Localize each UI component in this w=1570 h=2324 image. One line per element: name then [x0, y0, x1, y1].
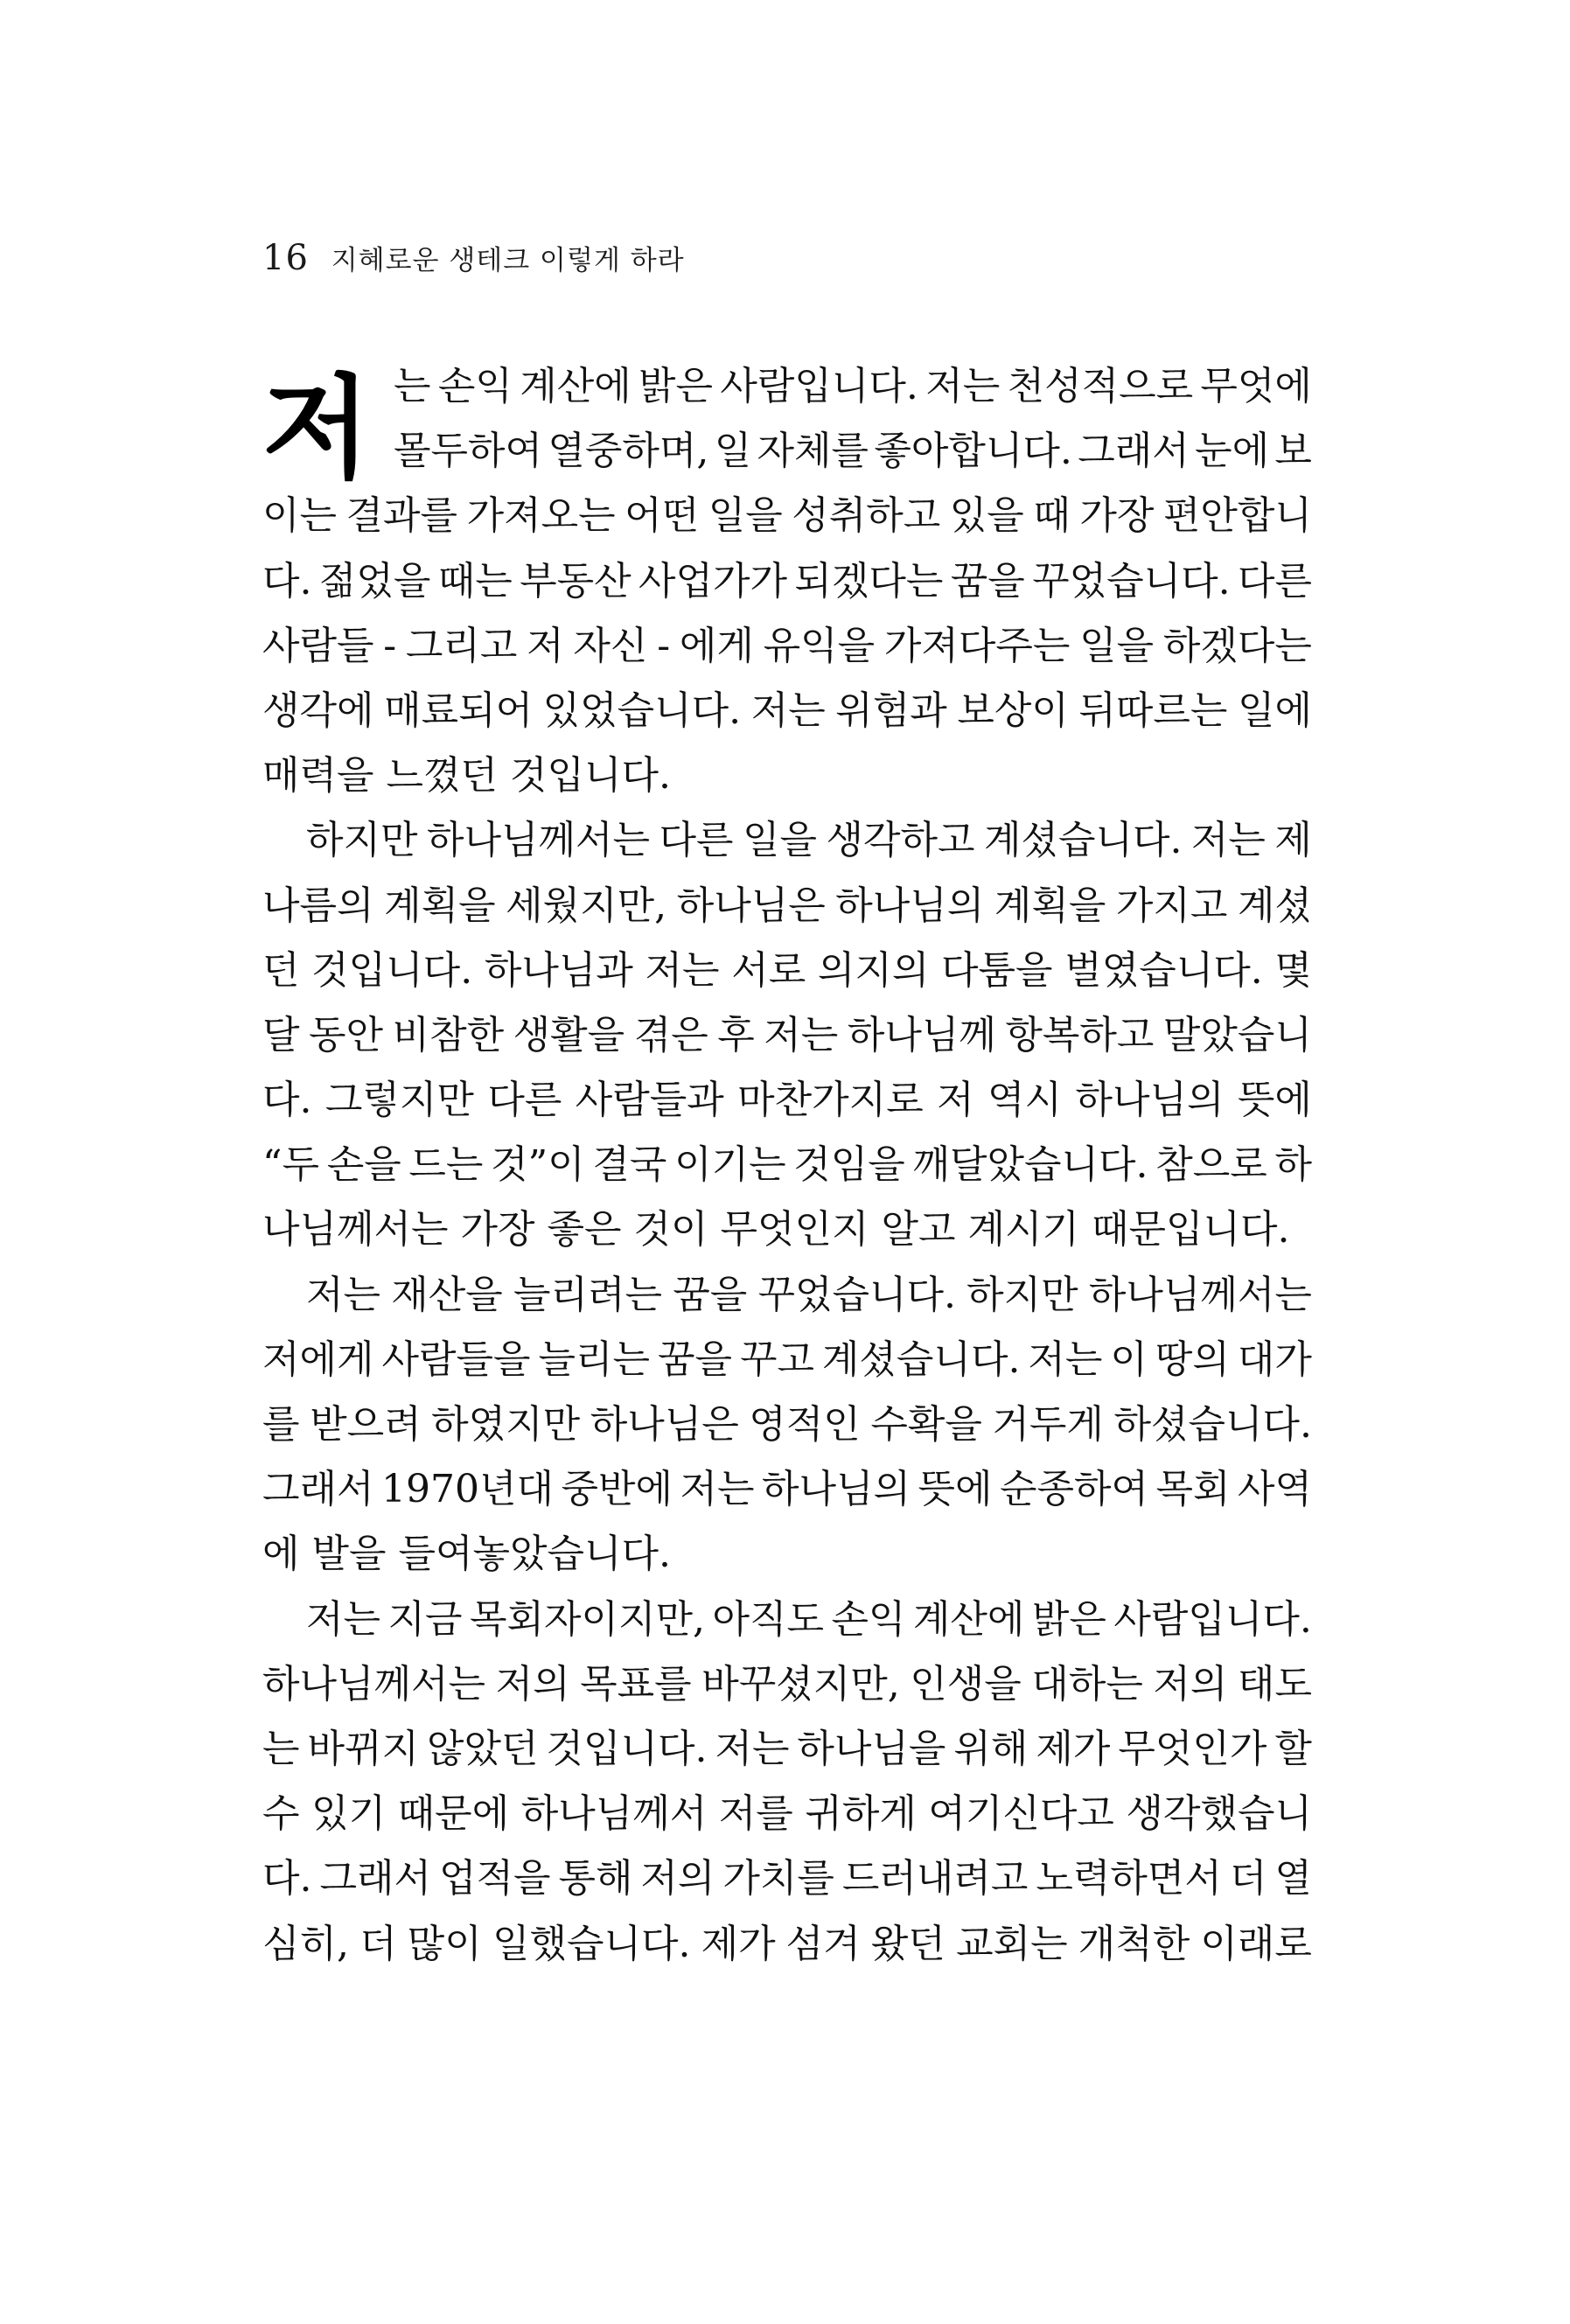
- word: 교회는: [956, 1921, 1068, 1966]
- word: 저에게: [262, 1336, 374, 1382]
- word: 몰두하여: [394, 429, 543, 474]
- word: 개척한: [1078, 1921, 1190, 1966]
- word: -: [657, 623, 671, 668]
- text-line: [262, 1782, 1312, 1846]
- word: 늘리는: [538, 1336, 650, 1382]
- word: 저는: [1190, 818, 1266, 863]
- word: 하나님과: [484, 947, 633, 993]
- word: 수: [262, 1791, 300, 1837]
- word: 동안: [309, 1012, 384, 1057]
- word: 무엇인가: [1118, 1726, 1267, 1771]
- word: 달: [262, 1012, 300, 1057]
- word: 결국: [592, 1142, 667, 1188]
- word: 이는: [262, 493, 338, 539]
- word: 통해: [558, 1856, 633, 1902]
- word: 1970년대: [381, 1467, 554, 1512]
- word: 목회자이지만,: [469, 1596, 705, 1642]
- word: 저는: [750, 687, 826, 733]
- word: 사역: [1237, 1467, 1312, 1512]
- word: 수확을: [870, 1402, 982, 1447]
- word: 거두게: [992, 1402, 1104, 1447]
- body-text: [262, 354, 1312, 1977]
- word: 서로: [731, 947, 806, 993]
- word: 일했습니다.: [492, 1921, 691, 1966]
- word: 다른: [1237, 558, 1312, 604]
- word: 하지만: [966, 1272, 1078, 1317]
- word: 보상이: [957, 687, 1069, 733]
- word: 꾸었습니다.: [757, 1272, 956, 1317]
- text-line: [262, 1392, 1312, 1457]
- word: 드는: [408, 1142, 484, 1188]
- word: 섬겨: [785, 1921, 861, 1966]
- word: 의지의: [817, 947, 930, 993]
- word: 그리고: [405, 623, 518, 668]
- word: 천성적으로: [1007, 364, 1194, 408]
- word: 이기는: [674, 1142, 786, 1188]
- word: 깨달았습니다.: [912, 1142, 1148, 1188]
- word: 것”이: [491, 1142, 585, 1188]
- word: 하나님께: [847, 1012, 996, 1057]
- word: 하였지만: [431, 1402, 581, 1447]
- word: 말았습니: [1162, 1012, 1312, 1057]
- drop-cap: 저: [262, 364, 371, 494]
- word: 사람들과: [575, 1078, 724, 1123]
- word: 계산에: [520, 364, 631, 408]
- word: 꿈을: [673, 1272, 748, 1317]
- word: 아직도: [712, 1596, 824, 1642]
- word: 일: [714, 429, 752, 474]
- word: 보: [1274, 429, 1312, 474]
- word: 하나님의: [1075, 1078, 1225, 1123]
- text-line: 나님께서는 가장 좋은 것이 무엇인지 알고 계시기 때문입니다.: [262, 1207, 1290, 1253]
- word: 저는: [764, 1012, 839, 1057]
- word: 뒤따르는: [1078, 687, 1228, 733]
- word: 것입니다.: [311, 947, 473, 993]
- word: 여기신다고: [928, 1791, 1114, 1837]
- word: 할: [1274, 1726, 1312, 1771]
- text-line: [262, 1652, 1312, 1717]
- word: 사람들: [262, 623, 374, 668]
- word: 저는: [1028, 1336, 1103, 1382]
- word: 가치를: [722, 1856, 834, 1902]
- word: 저의: [495, 1661, 570, 1706]
- book-title: 지혜로운 생테크 이렇게 하라: [331, 245, 685, 276]
- word: 부동산: [520, 558, 631, 604]
- text-line: [262, 419, 1312, 484]
- word: 꾸고: [739, 1336, 814, 1382]
- word: 다.: [262, 558, 312, 604]
- text-line: [262, 1457, 1312, 1522]
- word: 순종하여: [999, 1467, 1148, 1512]
- text-line: [262, 939, 1312, 1003]
- word: 후: [717, 1012, 755, 1057]
- word: 꿈을: [657, 1336, 732, 1382]
- word: 많이: [407, 1921, 482, 1966]
- word: 무엇에: [1200, 364, 1312, 408]
- word: 하나님께서는: [262, 1661, 486, 1706]
- word: 그래서: [319, 1856, 431, 1902]
- word: 더: [1229, 1856, 1267, 1902]
- text-line: 매력을 느꼈던 것입니다.: [262, 753, 671, 799]
- word: 하나님의: [761, 1467, 911, 1512]
- word: 심히,: [262, 1921, 349, 1966]
- text-line: [262, 1328, 1312, 1392]
- word: 밝은: [1031, 1596, 1106, 1642]
- word: 대가: [1237, 1336, 1312, 1382]
- word: 계셨습니다.: [983, 818, 1183, 863]
- word: 던: [262, 947, 300, 993]
- word: 목표를: [580, 1661, 692, 1706]
- word: 생각하고: [826, 818, 975, 863]
- word: 세웠지만,: [506, 883, 667, 928]
- word: 바꾸셨지만,: [701, 1661, 900, 1706]
- text-line: [262, 1717, 1312, 1782]
- text-line: [262, 808, 1312, 873]
- word: 저를: [718, 1791, 793, 1837]
- word: 왔던: [870, 1921, 945, 1966]
- word: 업적을: [438, 1856, 551, 1902]
- word: 이: [1110, 1336, 1148, 1382]
- word: 하나님은: [676, 883, 826, 928]
- text-line: [262, 1846, 1312, 1911]
- word: 사람입니다.: [720, 364, 918, 408]
- text-line: [262, 1263, 1312, 1328]
- word: 목회: [1155, 1467, 1231, 1512]
- word: 는: [262, 1726, 300, 1771]
- word: 결과를: [345, 493, 458, 539]
- word: 인생을: [910, 1661, 1022, 1706]
- word: 열중하며,: [548, 429, 709, 474]
- text-line: [262, 679, 1312, 743]
- word: 귀하게: [805, 1791, 917, 1837]
- word: 매료되어: [384, 687, 534, 733]
- word: 계획을: [994, 883, 1106, 928]
- word: 어떤: [625, 493, 700, 539]
- word: 다툼을: [941, 947, 1053, 993]
- text-line: [262, 549, 1312, 614]
- word: 사람들을: [381, 1336, 531, 1382]
- word: 저는: [680, 1467, 755, 1512]
- word: 다.: [262, 1856, 312, 1902]
- word: 그래서: [1078, 429, 1190, 474]
- text-line: [262, 354, 1312, 419]
- word: 생각에: [262, 687, 374, 733]
- word: 다.: [262, 1078, 312, 1123]
- word: 저는: [306, 1596, 381, 1642]
- word: 있었습니다.: [542, 687, 742, 733]
- word: 그래서: [262, 1467, 374, 1512]
- word: 하겠다는: [1162, 623, 1312, 668]
- text-line: [262, 874, 1312, 939]
- word: 더: [359, 1921, 397, 1966]
- text-line: [262, 484, 1312, 548]
- word: 일을: [708, 493, 783, 539]
- text-line: [262, 1588, 1312, 1652]
- word: 태도: [1237, 1661, 1312, 1706]
- word: 가져오는: [466, 493, 616, 539]
- word: -: [383, 623, 397, 668]
- word: 계획을: [384, 883, 496, 928]
- page-number: 16: [262, 238, 309, 278]
- word: 계셨습니다.: [821, 1336, 1021, 1382]
- word: 눈에: [1195, 429, 1270, 474]
- word: 저는: [645, 947, 720, 993]
- word: 하: [1274, 1142, 1312, 1188]
- word: 좋아합니다.: [874, 429, 1072, 474]
- word: 역시: [987, 1078, 1063, 1123]
- word: 손익: [831, 1596, 906, 1642]
- word: 생활을: [513, 1012, 625, 1057]
- word: 하나님의: [835, 883, 985, 928]
- word: 제: [1274, 818, 1312, 863]
- word: 있을: [949, 493, 1024, 539]
- word: 때: [1033, 493, 1071, 539]
- word: 유익을: [763, 623, 876, 668]
- word: 저는: [306, 1272, 381, 1317]
- word: 일을: [1079, 623, 1155, 668]
- word: 가져다주는: [883, 623, 1071, 668]
- word: 비참한: [392, 1012, 505, 1057]
- text-line: [262, 1003, 1312, 1068]
- word: 제가: [701, 1921, 776, 1966]
- word: 뜻에: [1237, 1078, 1312, 1123]
- word: 를: [262, 1402, 300, 1447]
- word: 위험과: [835, 687, 947, 733]
- word: 늘리려는: [513, 1272, 662, 1317]
- text-line: [262, 1068, 1312, 1133]
- text-line: [262, 614, 1312, 679]
- word: 저의: [640, 1856, 715, 1902]
- word: 나름의: [262, 883, 374, 928]
- word: 계셨: [1237, 883, 1312, 928]
- word: 사람입니다.: [1113, 1596, 1312, 1642]
- word: 마찬가지로: [737, 1078, 924, 1123]
- word: 받으려: [310, 1402, 422, 1447]
- word: 손을: [326, 1142, 401, 1188]
- running-header: [262, 238, 685, 278]
- word: 않았던: [426, 1726, 539, 1771]
- word: 일에: [1237, 687, 1312, 733]
- word: 일을: [742, 818, 817, 863]
- word: 대하는: [1031, 1661, 1143, 1706]
- word: 때문에: [397, 1791, 510, 1837]
- word: 자체를: [757, 429, 869, 474]
- word: 저는: [715, 1726, 790, 1771]
- text-line: [262, 1133, 1312, 1197]
- word: 위해: [953, 1726, 1029, 1771]
- word: 영적인: [749, 1402, 861, 1447]
- word: 바뀌지: [307, 1726, 419, 1771]
- word: 편안합니: [1162, 493, 1312, 539]
- word: 는: [394, 364, 431, 408]
- word: 꾸었습니다.: [1032, 558, 1231, 604]
- word: 몇: [1274, 947, 1312, 993]
- word: 것입니다.: [546, 1726, 708, 1771]
- word: 그렇지만: [324, 1078, 474, 1123]
- word: 재산을: [391, 1272, 503, 1317]
- word: 때는: [437, 558, 513, 604]
- word: 저의: [1153, 1661, 1228, 1706]
- word: 성취하고: [792, 493, 941, 539]
- word: 있기: [311, 1791, 387, 1837]
- word: “두: [262, 1142, 319, 1188]
- word: 가장: [1079, 493, 1155, 539]
- word: 손익: [437, 364, 513, 408]
- word: 이래로: [1200, 1921, 1312, 1966]
- text-line: 에 발을 들여놓았습니다.: [262, 1532, 671, 1577]
- word: 참으로: [1155, 1142, 1267, 1188]
- word: 하나님께서는: [1088, 1272, 1312, 1317]
- word: 제가: [1036, 1726, 1111, 1771]
- word: 항복하고: [1005, 1012, 1155, 1057]
- word: 저는: [925, 364, 1001, 408]
- word: 하지만: [306, 818, 418, 863]
- word: 꿈을: [950, 558, 1025, 604]
- word: 생각했습니: [1126, 1791, 1312, 1837]
- word: 겪은: [633, 1012, 708, 1057]
- word: 하나님을: [797, 1726, 946, 1771]
- word: 하나님께서: [520, 1791, 708, 1837]
- word: 다른: [659, 818, 734, 863]
- word: 지금: [387, 1596, 463, 1642]
- word: 젊었을: [318, 558, 431, 604]
- word: 자신: [573, 623, 648, 668]
- word: 땅의: [1155, 1336, 1230, 1382]
- word: 하나님은: [590, 1402, 739, 1447]
- word: 다른: [487, 1078, 562, 1123]
- word: 하나님께서는: [426, 818, 651, 863]
- word: 뜻에: [918, 1467, 993, 1512]
- word: 계산에: [912, 1596, 1025, 1642]
- word: 것임을: [793, 1142, 905, 1188]
- word: 저: [937, 1078, 974, 1123]
- word: 되겠다는: [794, 558, 944, 604]
- word: 벌였습니다.: [1064, 947, 1263, 993]
- word: 하셨습니다.: [1113, 1402, 1312, 1447]
- word: 열: [1274, 1856, 1312, 1902]
- text-line: [262, 1912, 1312, 1977]
- word: 에게: [679, 623, 754, 668]
- word: 노력하면서: [1036, 1856, 1222, 1902]
- word: 가지고: [1115, 883, 1228, 928]
- word: 사업가가: [638, 558, 787, 604]
- word: 저: [527, 623, 564, 668]
- word: 드러내려고: [841, 1856, 1029, 1902]
- word: 중반에: [561, 1467, 673, 1512]
- word: 밝은: [638, 364, 714, 408]
